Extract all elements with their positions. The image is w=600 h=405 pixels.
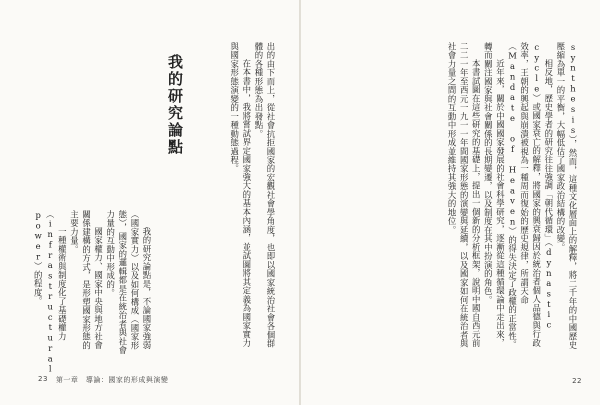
- paragraph: 本書試圖在這些研究的基礎上，提出一個新的分析框架，說明中國自西元前二二一年至西元一九一一年間國家形態的演變與延續，以及國家如何在統治者與社會力量之間的互動中形成並維持其強大的地位。: [447, 42, 482, 348]
- paragraph: 我的研究論點是，不論國家強弱（國家實力）以及如何構成（國家形態），國家的邏輯都是在統治者與社會力量的互動中形成的。: [105, 210, 152, 355]
- right-body-text: [317, 42, 579, 354]
- page-number: 22: [572, 377, 582, 385]
- section-heading: 我的研究論點: [166, 54, 184, 156]
- paragraph: 相反地，歷史學者的研究往往強調「朝代循環」（dynastic cycle）或國家衰亡的解釋，將國家的興衰歸因於統治者個人品德與行政效率，王朝的興起與崩潰被視為一種周而復始的歷史規律，所謂天命（Mandate of Heaven）的得失決定了政權的正當性。: [507, 42, 554, 350]
- paragraph: 近年來，關於中國國家發展的社會科學研究，逐漸從這種循環論中走出來，轉而關注國家與社會關係的長期變遷，以及制度在其中扮演的角色。: [483, 42, 506, 348]
- paragraph: synthesis），然而，這種文化層面上的解釋，將二千年的中國歷史壓縮為單一的平衡，大幅低估了國家政治結構的改變。: [555, 42, 578, 350]
- paragraph: 一種權術與制度化了基礎權力（infrastructural power）的程度。: [33, 210, 68, 374]
- paragraph: 在本書中，我將嘗試界定國家強大的基本內涵，並試圖將其定義為國家實力與國家形態演變的一種動態過程。: [229, 42, 252, 348]
- left-lower-text: [33, 210, 153, 374]
- right-page: [301, 0, 600, 405]
- left-upper-text: [207, 42, 277, 354]
- chapter-label: 第一章 導論：國家的形成與演變: [55, 376, 169, 384]
- left-page: [0, 0, 299, 405]
- left-footer: [38, 375, 168, 385]
- paragraph: 出的由下而上，從社會抗拒國家的宏觀社會學角度，也即以國家統治社會各個群體的各種形態為出發點。: [253, 42, 276, 348]
- paragraph: 國家權力、國家中央與地方社會關係建構的方式，是形塑國家形態的主要力量。: [69, 210, 104, 350]
- page-number: 23: [38, 375, 48, 383]
